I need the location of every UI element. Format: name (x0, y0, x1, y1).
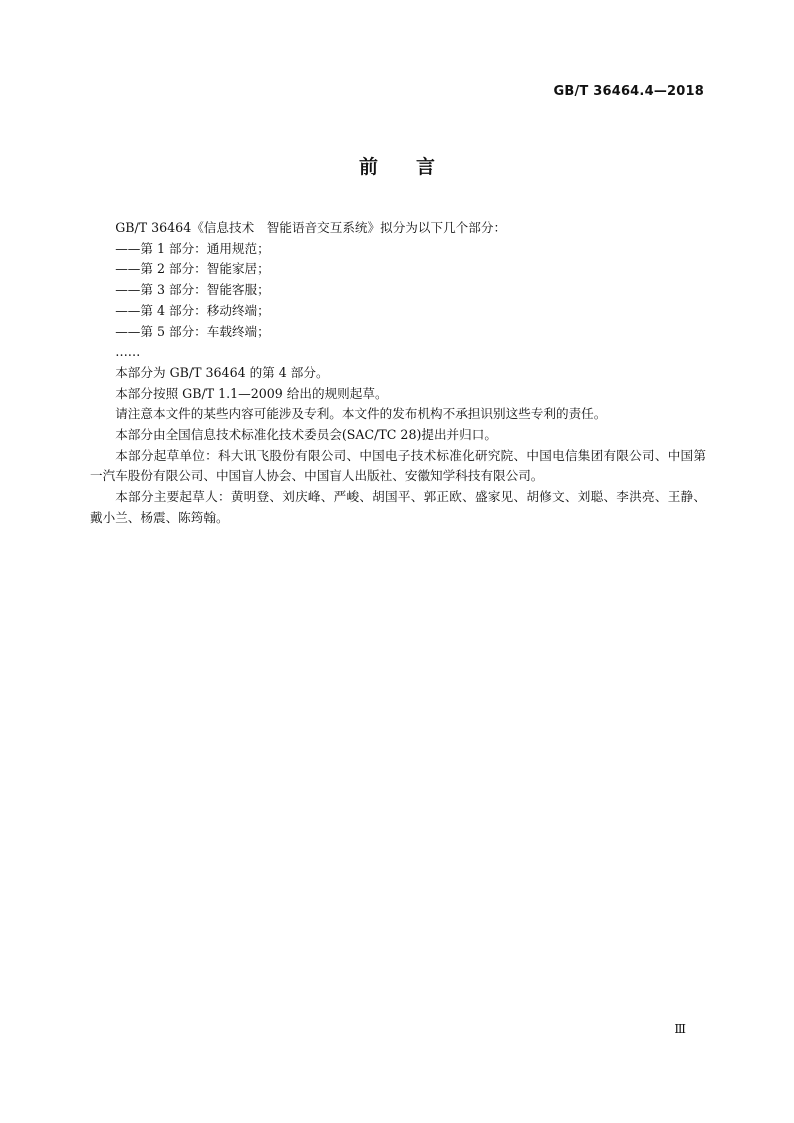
list-item-part-3: ——第 3 部分：智能客服； (115, 282, 270, 298)
paragraph-drafting-organizations: 本部分起草单位：科大讯飞股份有限公司、中国电子技术标准化研究院、中国电信集团有限公司、中国第一汽车股份有限公司、中国盲人协会、中国盲人出版社、安徽知学科技有限公司。 (90, 447, 706, 484)
foreword-body (90, 218, 706, 529)
paragraph-drafting-rules: 本部分按照 GB/T 1.1—2009 给出的规则起草。 (115, 385, 388, 401)
page-number: Ⅲ (674, 1022, 686, 1036)
list-item-part-4: ——第 4 部分：移动终端； (115, 302, 270, 318)
list-item-part-2: ——第 2 部分：智能家居； (115, 261, 270, 277)
page-title: 前言 (358, 156, 473, 178)
paragraph-proposer: 本部分由全国信息技术标准化技术委员会(SAC/TC 28)提出并归口。 (115, 427, 497, 443)
paragraph-intro: GB/T 36464《信息技术 智能语音交互系统》拟分为以下几个部分： (115, 220, 507, 235)
standard-number: GB/T 36464.4—2018 (553, 84, 704, 99)
paragraph-patent-notice: 请注意本文件的某些内容可能涉及专利。本文件的发布机构不承担识别这些专利的责任。 (115, 406, 607, 422)
list-item-part-1: ——第 1 部分：通用规范； (115, 240, 270, 256)
paragraph-part-statement: 本部分为 GB/T 36464 的第 4 部分。 (115, 364, 329, 380)
paragraph-drafters: 本部分主要起草人：黄明登、刘庆峰、严峻、胡国平、郭正欧、盛家见、胡修文、刘聪、李洪亮、王静、戴小兰、杨震、陈筠翰。 (90, 489, 706, 525)
list-item-part-5: ——第 5 部分：车载终端； (115, 323, 270, 339)
list-ellipsis: …… (115, 344, 141, 360)
